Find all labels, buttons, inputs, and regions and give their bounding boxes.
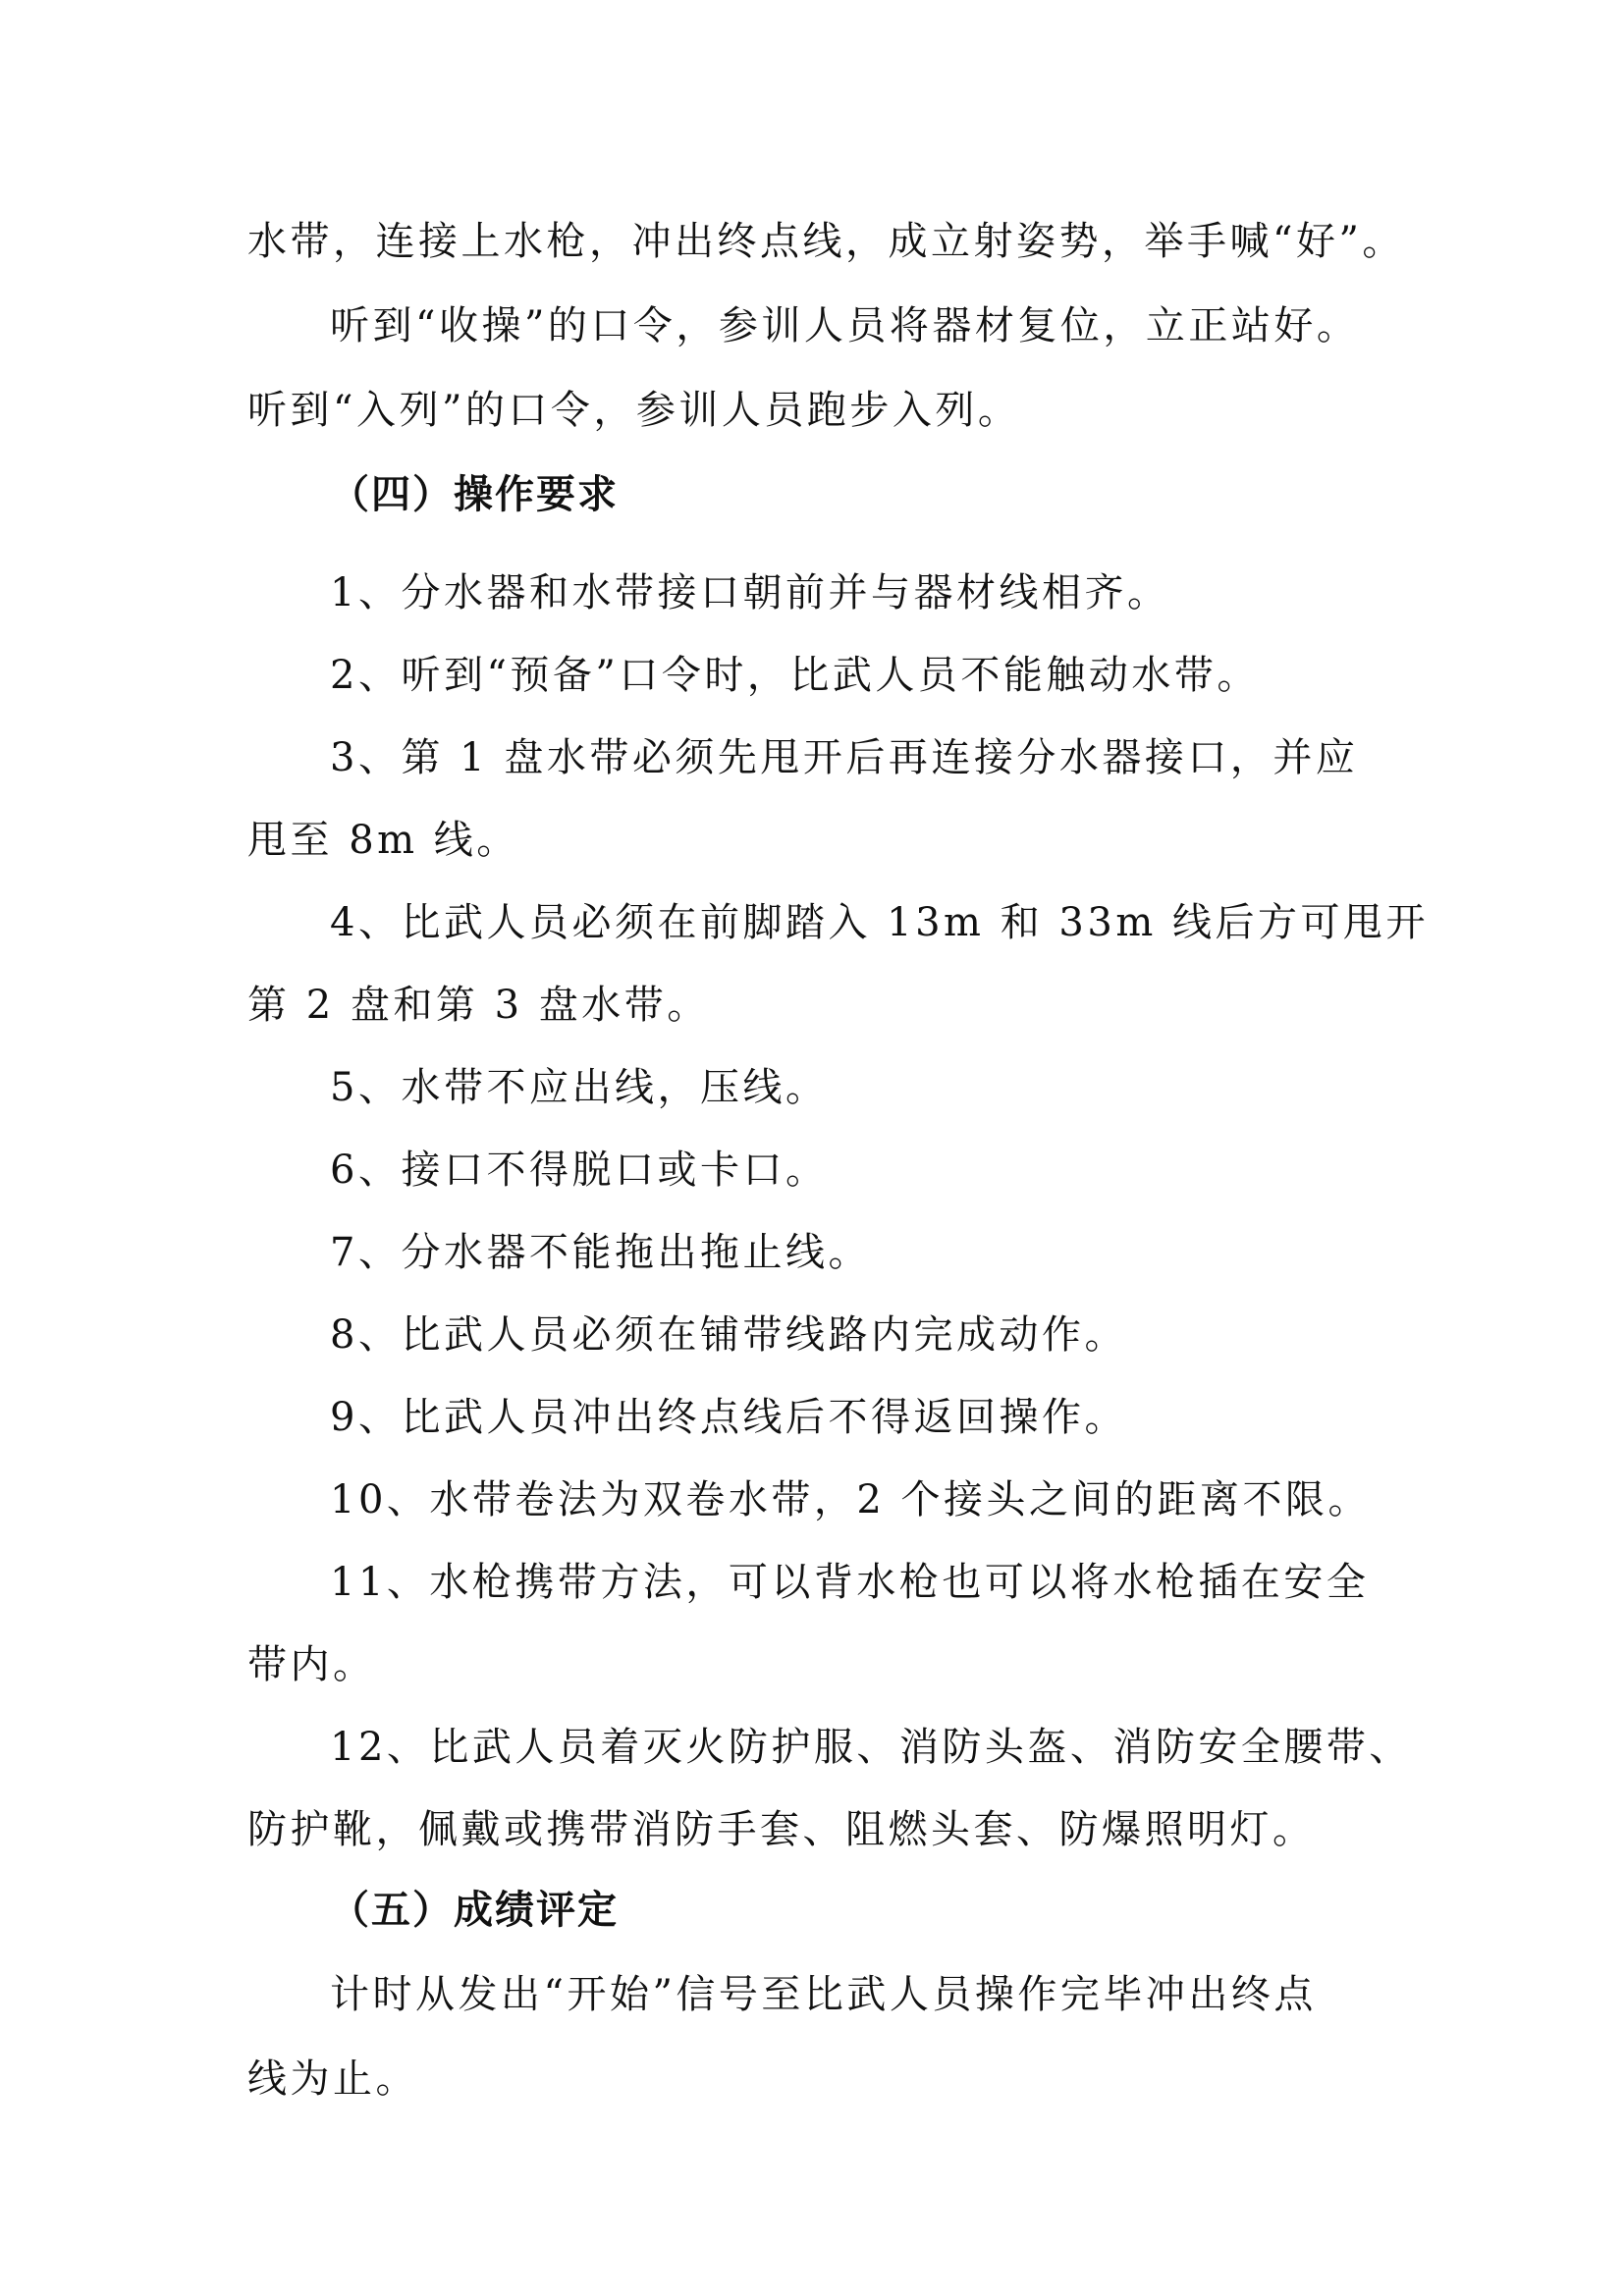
requirement-item-continuation: 防护靴，佩戴或携带消防手套、阻燃头套、防爆照明灯。 [247, 1807, 1316, 1852]
section-heading-4: （四）操作要求 [330, 472, 619, 517]
requirement-item: 9、比武人员冲出终点线后不得返回操作。 [330, 1395, 1127, 1440]
requirement-item: 1、分水器和水带接口朝前并与器材线相齐。 [330, 570, 1170, 615]
scoring-paragraph: 计时从发出“开始”信号至比武人员操作完毕冲出终点 [330, 1972, 1317, 2017]
paragraph-line: 水带，连接上水枪，冲出终点线，成立射姿势，举手喊“好”。 [247, 219, 1405, 264]
requirement-item: 12、比武人员着灭火防护服、消防头盔、消防安全腰带、 [330, 1725, 1412, 1770]
requirement-item: 10、水带卷法为双卷水带，2 个接头之间的距离不限。 [330, 1477, 1372, 1522]
requirement-item-continuation: 带内。 [247, 1642, 376, 1687]
paragraph-line: 听到“收操”的口令，参训人员将器材复位，立正站好。 [330, 303, 1360, 348]
requirement-item: 7、分水器不能拖出拖止线。 [330, 1230, 871, 1275]
requirement-item: 2、听到“预备”口令时，比武人员不能触动水带。 [330, 653, 1260, 698]
requirement-item: 6、接口不得脱口或卡口。 [330, 1148, 829, 1193]
scoring-paragraph-continuation: 线为止。 [247, 2056, 418, 2102]
paragraph-line: 听到“入列”的口令，参训人员跑步入列。 [247, 388, 1021, 433]
requirement-item-continuation: 第 2 盘和第 3 盘水带。 [247, 983, 710, 1028]
section-heading-5: （五）成绩评定 [330, 1888, 619, 1933]
requirement-item: 5、水带不应出线，压线。 [330, 1065, 829, 1110]
requirement-item: 4、比武人员必须在前脚踏入 13m 和 33m 线后方可甩开 [330, 900, 1429, 945]
requirement-item: 3、第 1 盘水带必须先甩开后再连接分水器接口，并应 [330, 735, 1359, 780]
requirement-item: 11、水枪携带方法，可以背水枪也可以将水枪插在安全 [330, 1560, 1370, 1605]
requirement-item-continuation: 甩至 8m 线。 [247, 818, 519, 863]
requirement-item: 8、比武人员必须在铺带线路内完成动作。 [330, 1312, 1127, 1358]
